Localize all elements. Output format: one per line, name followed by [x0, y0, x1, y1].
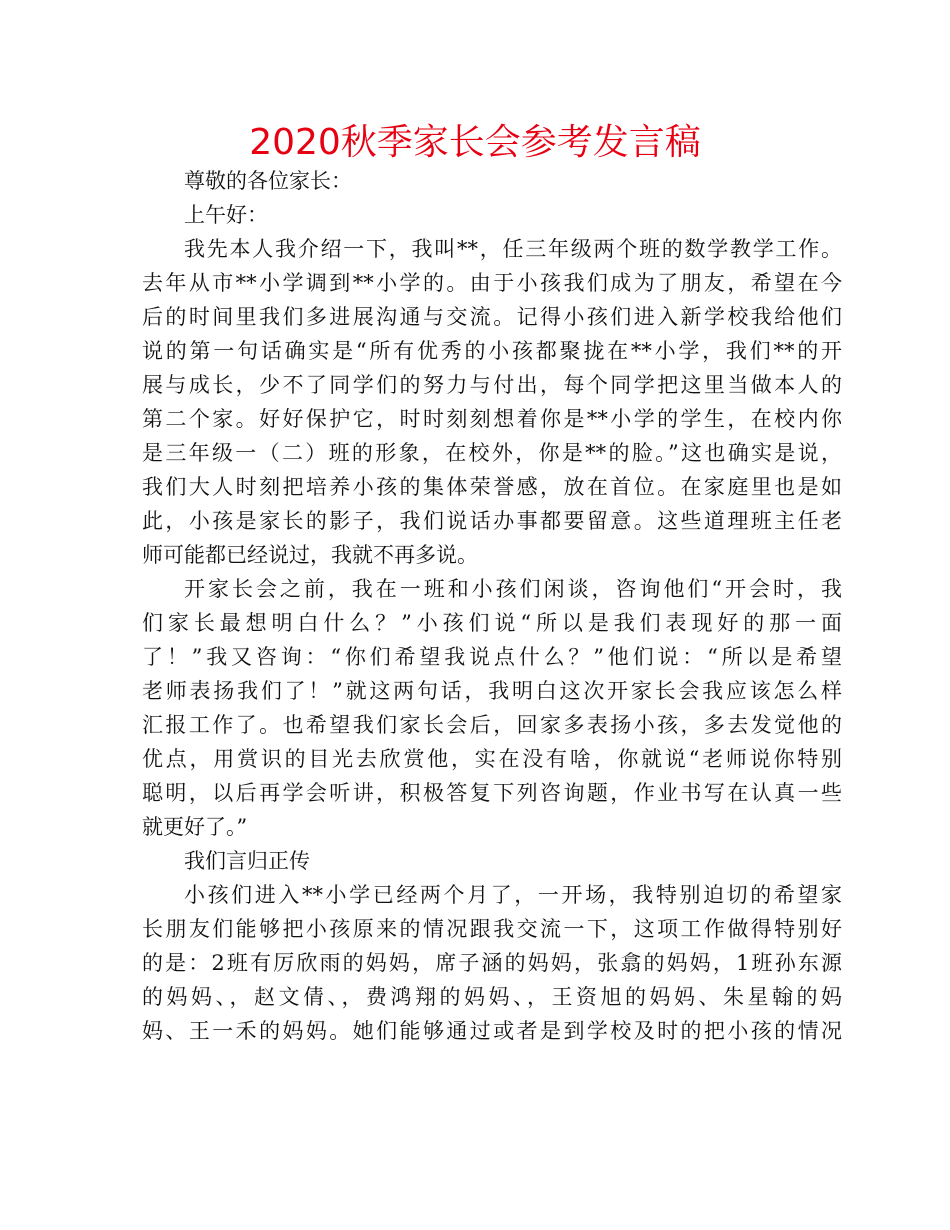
text-line: 此，小孩是家长的影子，我们说话办事都要留意。这些道理班主任老	[142, 509, 842, 533]
text-line: 的妈妈、，赵文倩、，费鸿翔的妈妈、，王资旭的妈妈、朱星翰的妈	[142, 985, 842, 1009]
text-line: 开家长会之前，我在一班和小孩们闲谈，咨询他们“开会时，我	[184, 577, 842, 601]
text-line: 说的第一句话确实是“所有优秀的小孩都聚拢在**小学，我们**的开	[142, 339, 842, 363]
text-line: 展与成长，少不了同学们的努力与付出，每个同学把这里当做本人的	[142, 373, 842, 397]
text-line: 第二个家。好好保护它，时时刻刻想着你是**小学的学生，在校内你	[142, 407, 842, 431]
document-body	[142, 164, 842, 1048]
text-line: 后的时间里我们多进展沟通与交流。记得小孩们进入新学校我给他们	[142, 305, 842, 329]
text-line: 优点，用赏识的目光去欣赏他，实在没有啥，你就说“老师说你特别	[142, 747, 842, 771]
text-line: 是三年级一（二）班的形象，在校外，你是**的脸。”这也确实是说，	[142, 441, 842, 465]
text-line: 们家长最想明白什么？”小孩们说“所以是我们表现好的那一面	[142, 611, 842, 635]
text-line: 去年从市**小学调到**小学的。由于小孩我们成为了朋友，希望在今	[142, 271, 842, 295]
text-line: 上午好：	[184, 203, 268, 227]
text-line: 尊敬的各位家长：	[184, 169, 352, 193]
text-line: 我们言归正传	[184, 849, 310, 873]
text-line: 老师表扬我们了！”就这两句话，我明白这次开家长会我应该怎么样	[142, 679, 842, 703]
text-line: 聪明，以后再学会听讲，积极答复下列咨询题，作业书写在认真一些	[142, 781, 842, 805]
text-line: 我先本人我介绍一下，我叫**，任三年级两个班的数学教学工作。	[184, 237, 842, 261]
text-line: 师可能都已经说过，我就不再多说。	[142, 543, 478, 567]
text-line: 就更好了。”	[142, 815, 248, 839]
text-line: 小孩们进入**小学已经两个月了，一开场，我特别迫切的希望家	[184, 883, 842, 907]
text-line: 汇报工作了。也希望我们家长会后，回家多表扬小孩，多去发觉他的	[142, 713, 842, 737]
text-line: 我们大人时刻把培养小孩的集体荣誉感，放在首位。在家庭里也是如	[142, 475, 842, 499]
text-line: 长朋友们能够把小孩原来的情况跟我交流一下，这项工作做得特别好	[142, 917, 842, 941]
text-line: 了！”我又咨询：“你们希望我说点什么？”他们说：“所以是希望	[142, 645, 842, 669]
document-title: 2020秋季家长会参考发言稿	[249, 122, 701, 163]
text-line: 的是：2班有厉欣雨的妈妈，席子涵的妈妈，张翕的妈妈，1班孙东源	[142, 951, 842, 975]
text-line: 妈、王一禾的妈妈。她们能够通过或者是到学校及时的把小孩的情况	[142, 1019, 842, 1043]
